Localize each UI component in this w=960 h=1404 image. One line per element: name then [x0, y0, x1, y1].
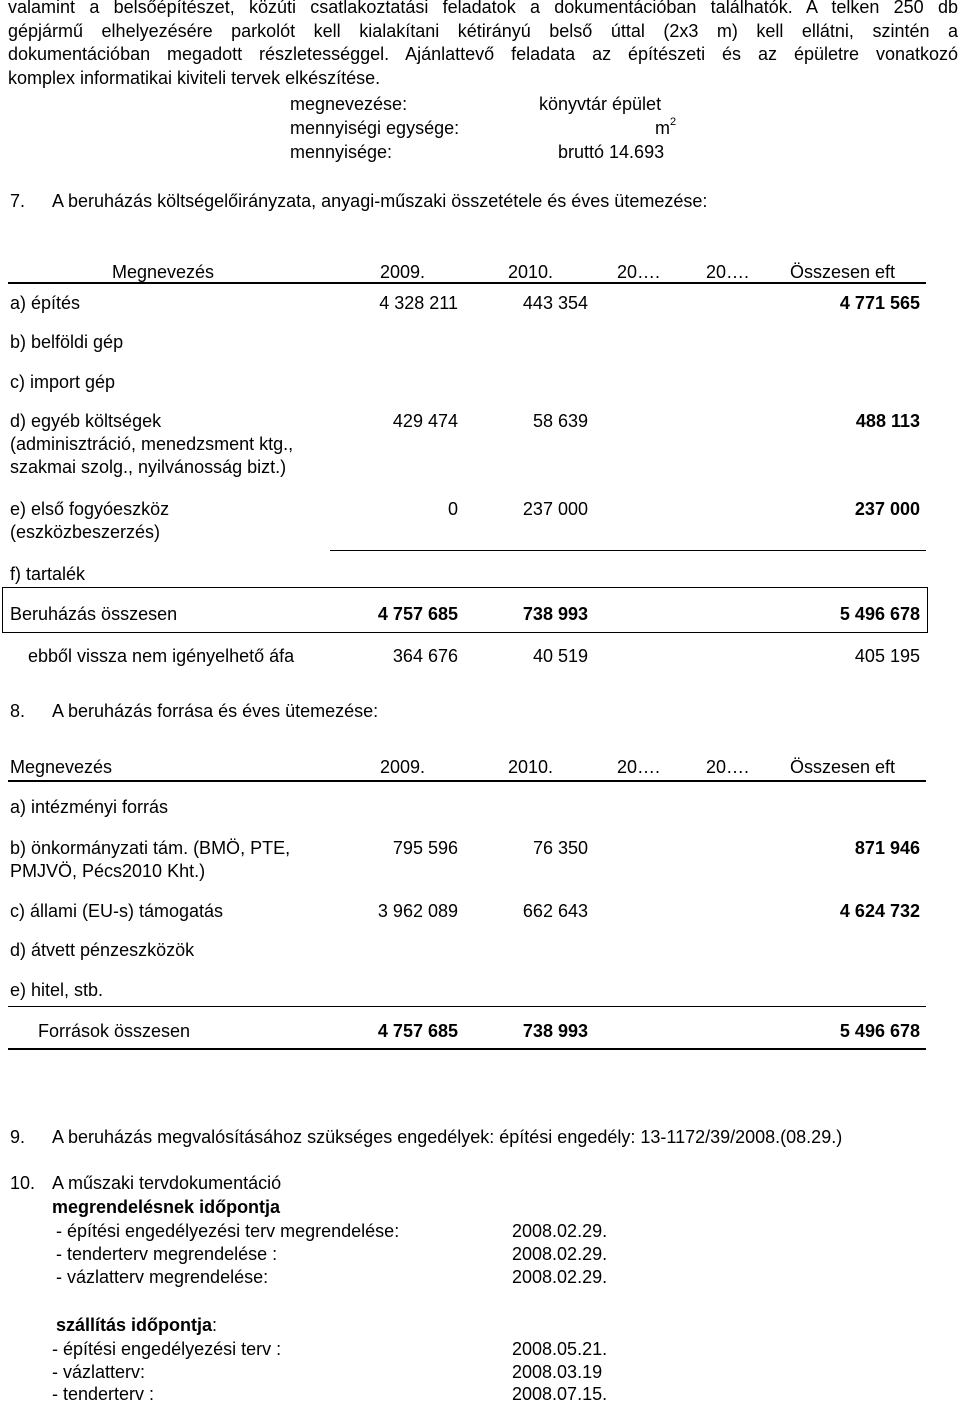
- spec-name-value: könyvtár épület: [539, 94, 662, 114]
- header-divider: [8, 780, 926, 782]
- cell-2010: 58 639: [532, 411, 588, 431]
- total-2010: 738 993: [522, 1021, 588, 1041]
- row-divider: [330, 550, 926, 551]
- delivery-heading: szállítás időpontja:: [56, 1315, 218, 1335]
- row-label: PMJVÖ, Pécs2010 Kht.): [10, 861, 206, 881]
- col-header-20a: 20….: [617, 262, 661, 282]
- total-label: Beruházás összesen: [10, 604, 178, 624]
- order-heading: megrendelésnek időpontja: [52, 1197, 281, 1217]
- cell-total: 4 771 565: [839, 293, 920, 313]
- cell-2009: 429 474: [392, 411, 458, 431]
- intro-line: dokumentációban megadott részletességgel. Ajánlattevő feladata az építészeti és az épületre vonatkozó: [8, 44, 958, 64]
- delivery-item-label: - tenderterv :: [52, 1384, 155, 1404]
- total-2009: 4 757 685: [377, 1021, 458, 1041]
- row-label: c) állami (EU-s) támogatás: [10, 901, 224, 921]
- spec-unit-label: mennyiségi egysége:: [290, 118, 460, 138]
- cell-total: 871 946: [854, 838, 920, 858]
- cell-2010: 76 350: [532, 838, 588, 858]
- section9-text: A beruházás megvalósításához szükséges engedélyek: építési engedély: 13-1172/39/2008.(08.29.): [52, 1127, 843, 1147]
- spec-qty-label: mennyisége:: [290, 142, 393, 162]
- header-divider: [8, 282, 926, 284]
- cell-2009: 795 596: [392, 838, 458, 858]
- order-item-date: 2008.02.29.: [512, 1221, 608, 1241]
- section7-number: 7.: [10, 191, 26, 211]
- section10-number: 10.: [10, 1173, 36, 1193]
- delivery-item-label: - építési engedélyezési terv :: [52, 1339, 282, 1359]
- total-sum: 5 496 678: [839, 1021, 920, 1041]
- order-item-date: 2008.02.29.: [512, 1267, 608, 1287]
- section10-title: A műszaki tervdokumentáció: [52, 1173, 282, 1193]
- delivery-item-date: 2008.03.19: [512, 1362, 603, 1382]
- order-item-date: 2008.02.29.: [512, 1244, 608, 1264]
- intro-line: gépjármű elhelyezésére parkolót kell kialakítani kétirányú belső úttal (2x3 m) kell ellátni, szintén a: [8, 20, 958, 41]
- col-header-2009: 2009.: [379, 757, 425, 777]
- row-label: szakmai szolg., nyilvánosság bizt.): [10, 457, 287, 477]
- col-header-2009: 2009.: [379, 262, 425, 282]
- row-label: d) egyéb költségek: [10, 411, 162, 431]
- col-header-name: Megnevezés: [10, 757, 113, 777]
- col-header-2010: 2010.: [507, 262, 553, 282]
- order-item-label: - vázlatterv megrendelése:: [56, 1267, 269, 1287]
- col-header-name: Megnevezés: [112, 262, 215, 282]
- delivery-item-date: 2008.07.15.: [512, 1384, 608, 1404]
- intro-line: komplex informatikai kiviteli tervek elkészítése.: [8, 67, 381, 88]
- total-2009: 4 757 685: [377, 604, 458, 624]
- total-2010: 738 993: [522, 604, 588, 624]
- row-label: a) építés: [10, 293, 81, 313]
- total-top-divider: [8, 1006, 926, 1007]
- section8-title: A beruházás forrása és éves ütemezése:: [52, 701, 379, 721]
- vat-2010: 40 519: [532, 646, 588, 666]
- row-label: b) belföldi gép: [10, 332, 124, 352]
- row-label: c) import gép: [10, 372, 116, 392]
- cell-total: 237 000: [854, 499, 920, 519]
- cell-2010: 443 354: [522, 293, 588, 313]
- total-bottom-divider: [8, 1048, 926, 1050]
- total-label: Források összesen: [38, 1021, 191, 1041]
- vat-2009: 364 676: [392, 646, 458, 666]
- cell-2010: 662 643: [522, 901, 588, 921]
- cell-2010: 237 000: [522, 499, 588, 519]
- row-label: a) intézményi forrás: [10, 797, 169, 817]
- row-label: (eszközbeszerzés): [10, 522, 161, 542]
- intro-paragraph: [8, 0, 958, 90]
- total-sum: 5 496 678: [839, 604, 920, 624]
- cell-total: 488 113: [855, 411, 920, 431]
- col-header-total: Összesen eft: [790, 262, 896, 282]
- col-header-20b: 20….: [706, 757, 750, 777]
- section9-number: 9.: [10, 1127, 26, 1147]
- delivery-item-date: 2008.05.21.: [512, 1339, 608, 1359]
- spec-unit-value: $m^2$: [655, 116, 677, 138]
- row-label: d) átvett pénzeszközök: [10, 940, 195, 960]
- cell-total: 4 624 732: [839, 901, 920, 921]
- delivery-item-label: - vázlatterv:: [52, 1362, 146, 1382]
- intro-line: valamint a belsőépítészet, közúti csatlakoztatási feladatok a dokumentációban találhatók. A telken 250 db: [8, 0, 958, 17]
- section8-number: 8.: [10, 701, 26, 721]
- order-item-label: - építési engedélyezési terv megrendelése:: [56, 1221, 400, 1241]
- cell-2009: 3 962 089: [377, 901, 458, 921]
- spec-name-label: megnevezése:: [290, 94, 408, 114]
- spec-qty-value: bruttó 14.693: [558, 142, 665, 162]
- col-header-20a: 20….: [617, 757, 661, 777]
- cell-2009: 4 328 211: [379, 293, 458, 313]
- col-header-20b: 20….: [706, 262, 750, 282]
- section7-title: A beruházás költségelőirányzata, anyagi-műszaki összetétele és éves ütemezése:: [52, 191, 708, 211]
- row-label: f) tartalék: [10, 564, 86, 584]
- col-header-total: Összesen eft: [790, 757, 896, 777]
- col-header-2010: 2010.: [507, 757, 553, 777]
- vat-total: 405 195: [854, 646, 920, 666]
- row-label: e) hitel, stb.: [10, 980, 104, 1000]
- row-label: (adminisztráció, menedzsment ktg.,: [10, 434, 294, 454]
- cell-2009: 0: [447, 499, 458, 519]
- row-label: b) önkormányzati tám. (BMÖ, PTE,: [10, 838, 291, 858]
- order-item-label: - tenderterv megrendelése :: [56, 1244, 278, 1264]
- vat-label: ebből vissza nem igényelhető áfa: [28, 646, 295, 666]
- row-label: e) első fogyóeszköz: [10, 499, 170, 519]
